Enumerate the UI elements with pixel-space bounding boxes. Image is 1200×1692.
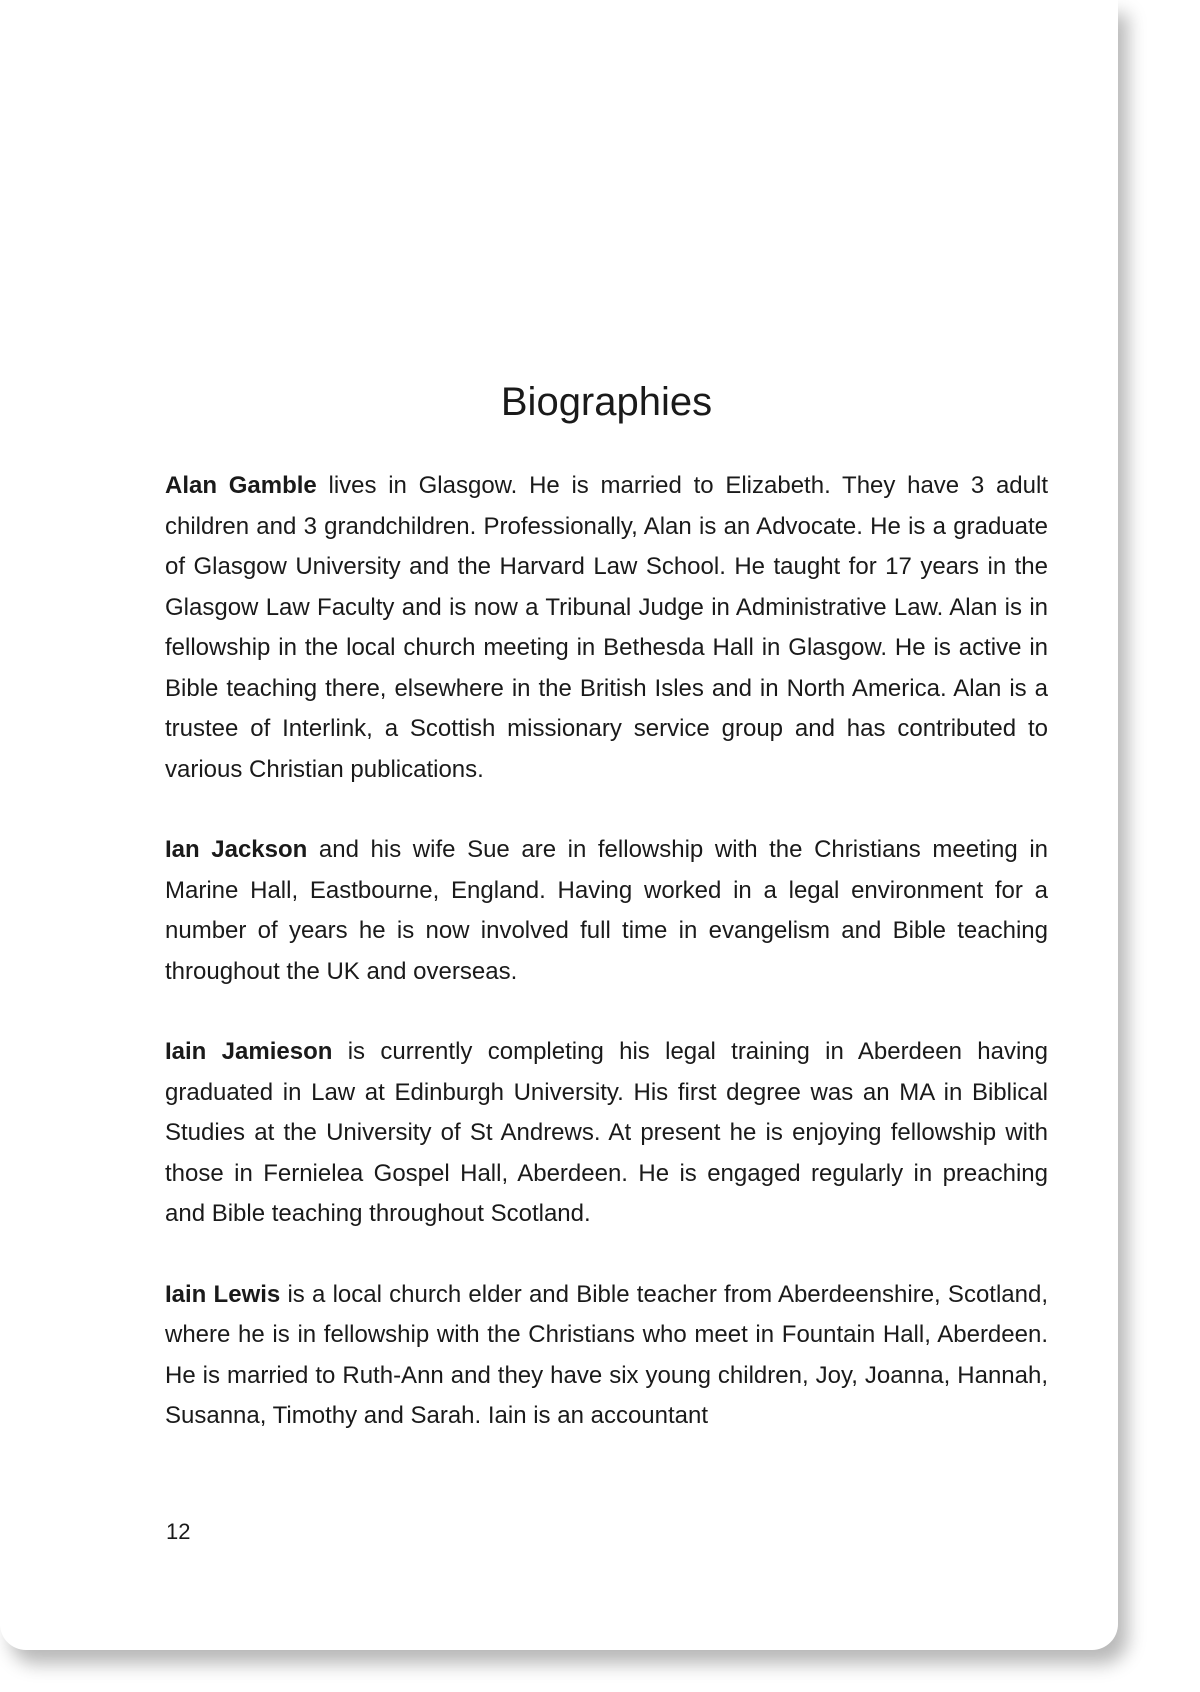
bio-paragraph-iain-lewis: [165, 1275, 1048, 1437]
page-title: Biographies: [500, 380, 713, 424]
page-content: [165, 380, 1048, 1477]
bio-name: Alan Gamble: [165, 472, 317, 499]
page-number: 12: [166, 1519, 191, 1544]
bio-paragraph-alan-gamble: [165, 466, 1048, 790]
bio-text: is currently completing his legal training in Aberdeen having graduated in Law at Edinburgh University. His first degree was an MA in Biblical Studies at the University of St Andrews. At present he is enjoying fellowship with those in Fernielea Gospel Hall, Aberdeen. He is engaged regularly in preaching and Bible teaching throughout Scotland.: [165, 1038, 1048, 1227]
bio-text: and his wife Sue are in fellowship with the Christians meeting in Marine Hall, Eastbourne, England. Having worked in a legal environment for a number of years he is now involved full time in evangelism and Bible teaching throughout the UK and overseas.: [165, 836, 1048, 985]
bio-text: is a local church elder and Bible teacher from Aberdeenshire, Scotland, where he is in fellowship with the Christians who meet in Fountain Hall, Aberdeen. He is married to Ruth-Ann and they have six young children, Joy, Joanna, Hannah, Susanna, Timothy and Sarah. Iain is an accountant: [165, 1280, 1049, 1429]
bio-paragraph-ian-jackson: [165, 830, 1048, 992]
bio-name: Iain Jamieson: [165, 1038, 333, 1065]
bio-paragraph-iain-jamieson: [165, 1032, 1048, 1235]
bio-text: lives in Glasgow. He is married to Elizabeth. They have 3 adult children and 3 grandchildren. Professionally, Alan is an Advocate. He is a graduate of Glasgow University and the Harvard Law School. He taught for 17 years in the Glasgow Law Faculty and is now a Tribunal Judge in Administrative Law. Alan is in fellowship in the local church meeting in Bethesda Hall in Glasgow. He is active in Bible teaching there, elsewhere in the British Isles and in North America. Alan is a trustee of Interlink, a Scottish missionary service group and has contributed to various Christian publications.: [165, 472, 1048, 783]
bio-name: Iain Lewis: [165, 1280, 281, 1308]
bio-name: Ian Jackson: [165, 836, 308, 863]
